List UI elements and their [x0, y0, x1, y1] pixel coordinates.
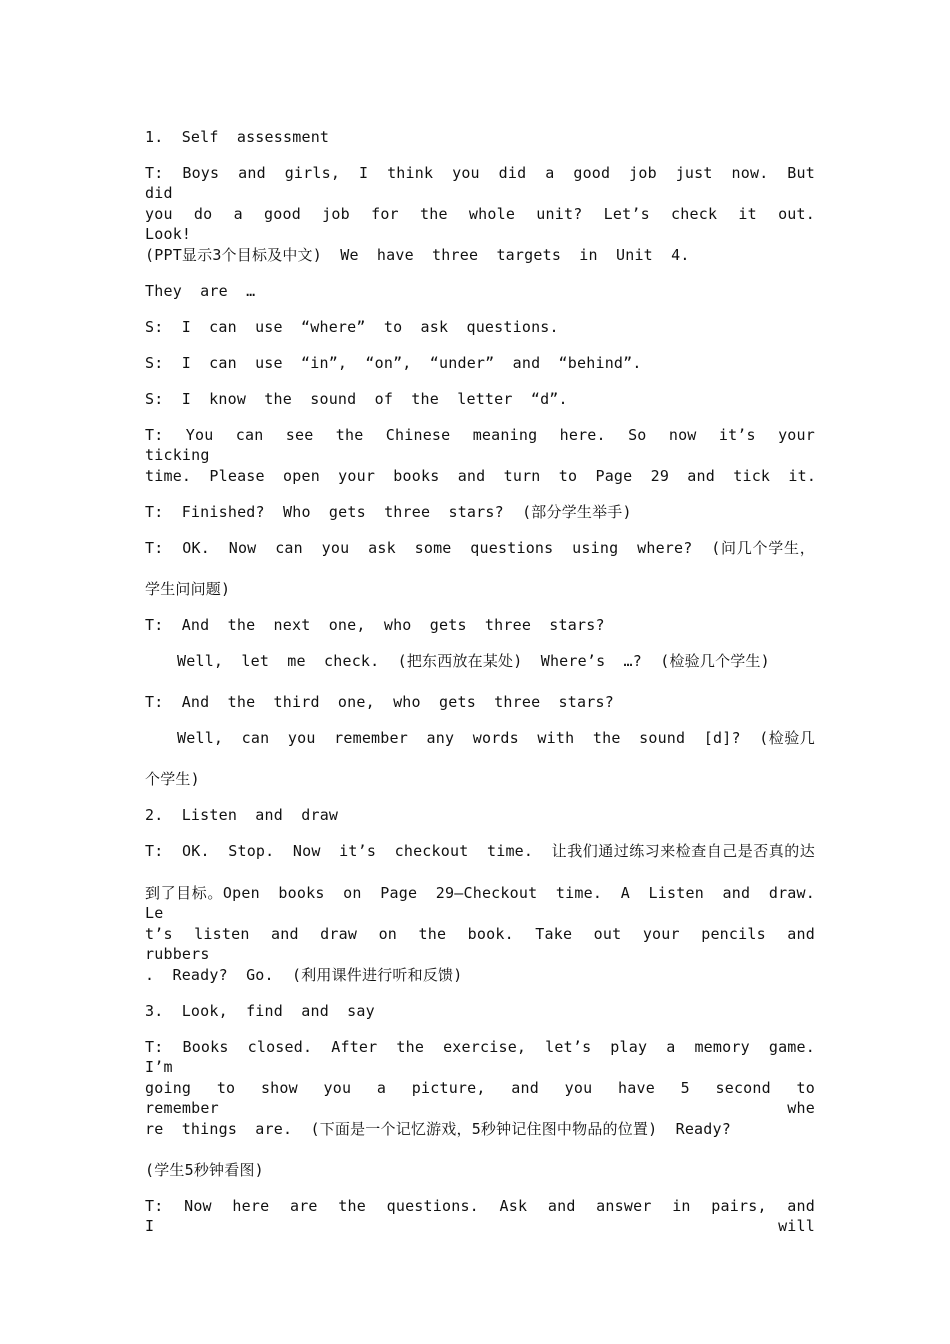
- paragraph-line: They are …: [145, 282, 256, 300]
- paragraph-line: T: And the next one, who gets three stars?: [145, 616, 605, 634]
- paragraph-line: T: Boys and girls, I think you did a good job just now. But did: [145, 164, 815, 202]
- paragraph-line: T: Now here are the questions. Ask and answer in pairs, and I will: [145, 1197, 815, 1235]
- paragraph-line: T: Finished? Who gets three stars? (部分学生举手): [145, 503, 632, 521]
- paragraph-line: (PPT显示3个目标及中文) We have three targets in Unit 4.: [145, 246, 690, 264]
- paragraph-line: 到了目标。Open books on Page 29—Checkout time. A Listen and draw. Le: [145, 884, 815, 922]
- paragraph-line: T: You can see the Chinese meaning here. So now it’s your ticking: [145, 426, 815, 464]
- section-heading-self-assessment: 1. Self assessment: [145, 128, 330, 146]
- paragraph-line: . Ready? Go. (利用课件进行听和反馈): [145, 966, 463, 984]
- paragraph-line: S: I can use “where” to ask questions.: [145, 318, 559, 336]
- section-heading-look-find-and-say: 3. Look, find and say: [145, 1002, 375, 1020]
- paragraph-line: T: And the third one, who gets three stars?: [145, 693, 614, 711]
- section-heading-listen-and-draw: 2. Listen and draw: [145, 806, 339, 824]
- paragraph-line: T: OK. Stop. Now it’s checkout time. 让我们通过练习来检查自己是否真的达: [145, 842, 815, 860]
- paragraph-line: Well, let me check. (把东西放在某处) Where’s …? (检验几个学生): [177, 652, 770, 670]
- paragraph-line: S: I can use “in”, “on”, “under” and “behind”.: [145, 354, 642, 372]
- paragraph-line: 个学生): [145, 770, 200, 788]
- paragraph-line: T: OK. Now can you ask some questions using where? (问几个学生，: [145, 539, 815, 557]
- paragraph-line: you do a good job for the whole unit? Let’s check it out. Look!: [145, 205, 815, 243]
- paragraph-line: (学生5秒钟看图): [145, 1161, 264, 1179]
- paragraph-line: 学生问问题): [145, 580, 231, 598]
- paragraph-line: t’s listen and draw on the book. Take out your pencils and rubbers: [145, 925, 815, 963]
- paragraph-line: re things are. (下面是一个记忆游戏，5秒钟记住图中物品的位置) Ready?: [145, 1120, 731, 1138]
- paragraph-line: time. Please open your books and turn to Page 29 and tick it.: [145, 467, 817, 485]
- paragraph-line: T: Books closed. After the exercise, let’s play a memory game. I’m: [145, 1038, 815, 1076]
- paragraph-line: going to show you a picture, and you have 5 second to remember whe: [145, 1079, 815, 1117]
- paragraph-line: Well, can you remember any words with the sound [d]? (检验几: [177, 729, 815, 747]
- paragraph-line: S: I know the sound of the letter “d”.: [145, 390, 568, 408]
